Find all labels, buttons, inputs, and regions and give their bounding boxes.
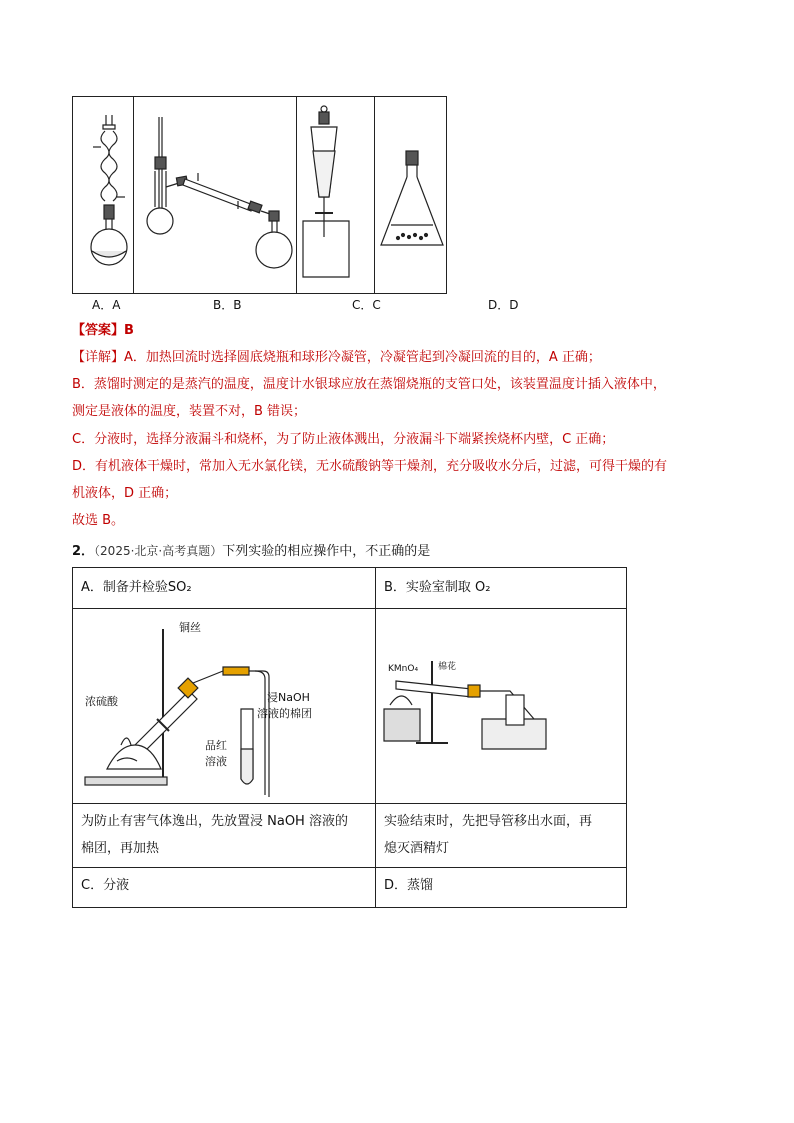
label-pinhong-2: 溶液	[205, 755, 227, 768]
b-desc-line-2: 熄灭酒精灯	[384, 841, 450, 856]
question-text: 下列实验的相应操作中，不正确的是	[222, 544, 431, 559]
options-table	[72, 567, 627, 908]
o2-apparatus-drawing	[376, 609, 626, 803]
cell-b-desc	[375, 803, 627, 868]
b-desc-line-1: 实验结束时，先把导管移出水面，再	[384, 814, 593, 829]
c-header-text: C．分液	[81, 878, 130, 893]
a-header-text: A．制备并检验SO₂	[81, 580, 192, 595]
option-a-label: A．A	[92, 298, 121, 312]
explanation-line-4: C．分液时，选择分液漏斗和烧杯，为了防止液体溅出，分液漏斗下端紧挨烧杯内壁，C 正确；	[72, 432, 615, 447]
conical-flask-drawing	[381, 151, 443, 245]
apparatus-drawings	[73, 97, 448, 295]
answer-label: 【答案】	[72, 323, 125, 338]
answer-value: B	[124, 323, 134, 338]
a-desc-line-2: 棉团，再加热	[81, 841, 160, 856]
apparatus-figure	[72, 96, 447, 294]
cell-b-header	[375, 567, 627, 609]
separatory-funnel-drawing	[303, 106, 349, 277]
explanation-line-1: 【详解】A．加热回流时选择圆底烧瓶和球形冷凝管，冷凝管起到冷凝回流的目的，A 正确；	[72, 350, 601, 365]
cell-d-header	[375, 867, 627, 908]
answer-line	[72, 322, 134, 340]
cell-a-header	[72, 567, 376, 609]
option-b-label: B．B	[213, 298, 242, 312]
question-2-stem	[72, 540, 430, 559]
so2-apparatus-drawing	[73, 609, 375, 803]
option-d-label: D．D	[488, 298, 519, 312]
option-c-label: C．C	[352, 298, 381, 312]
a-desc-line-1: 为防止有害气体逸出，先放置浸 NaOH 溶液的	[81, 814, 348, 829]
explanation-line-3: 测定是液体的温度，装置不对，B 错误；	[72, 404, 307, 419]
cell-a-desc	[72, 803, 376, 868]
cell-b-image	[375, 608, 627, 804]
label-copper-wire: 铜丝	[179, 621, 201, 634]
label-pinhong-1: 品红	[205, 739, 227, 752]
explanation-line-7: 故选 B。	[72, 513, 125, 528]
label-kmno4: KMnO₄	[388, 664, 419, 674]
cell-a-image	[72, 608, 376, 804]
label-cotton: 棉花	[438, 662, 457, 672]
reflux-apparatus-drawing	[91, 115, 127, 265]
explanation-line-2: B．蒸馏时测定的是蒸汽的温度，温度计水银球应放在蒸馏烧瓶的支管口处，该装置温度计插入液体中，	[72, 377, 666, 392]
question-number: 2．	[72, 544, 95, 559]
distillation-apparatus-drawing	[147, 117, 292, 268]
explanation-line-6: 机液体，D 正确；	[72, 486, 178, 501]
explanation-line-5: D．有机液体干燥时，常加入无水氯化镁，无水硫酸钠等干燥剂，充分吸收水分后，过滤，可得干燥的有	[72, 459, 668, 474]
label-conc-acid: 浓硫酸	[85, 695, 118, 708]
b-header-text: B．实验室制取 O₂	[384, 580, 491, 595]
d-header-text: D．蒸馏	[384, 878, 434, 893]
label-naoh-1: 浸NaOH	[267, 691, 310, 704]
label-naoh-2: 溶液的棉团	[257, 707, 312, 720]
question-source: （2025·北京·高考真题）	[94, 544, 223, 558]
cell-c-header	[72, 867, 376, 908]
